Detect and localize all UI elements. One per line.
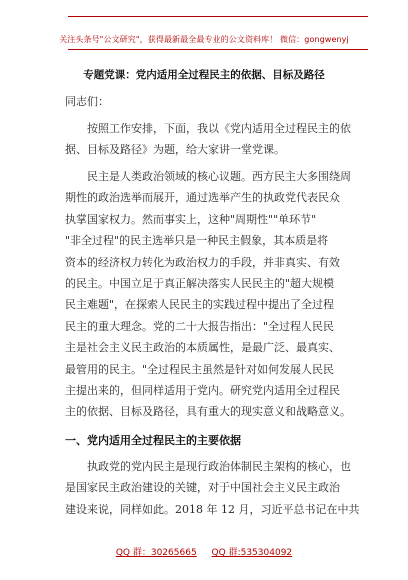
paragraph-line: 按照工作安排，下面，我以《党内适用全过程民主的依 <box>87 122 351 135</box>
paragraph-democracy <box>65 166 369 423</box>
paragraph-line: 民主难题"，在探索人民民主的实践过程中提出了全过程 <box>65 298 335 312</box>
qq-group-2: QQ 群:535304092 <box>211 548 293 558</box>
header-divider <box>68 49 368 50</box>
paragraph-party-democracy <box>65 456 369 520</box>
paragraph-line: 执掌国家权力。然而事实上，这种"周期性""单环节" <box>65 212 317 226</box>
paragraph-line: "非全过程"的民主选举只是一种民主假象，其本质是将 <box>65 234 329 248</box>
section-heading: 一、党内适用全过程民主的主要依据 <box>65 434 241 447</box>
top-divider <box>68 16 368 17</box>
paragraph-line: 主是社会主义民主政治的本质属性，是最广泛、最真实、 <box>65 341 340 355</box>
paragraph-line: 民主的重大理念。党的二十大报告指出："全过程人民民 <box>65 319 335 333</box>
paragraph-line: 建设来说，同样如此。2018 年 12 月，习近平总书记在中共 <box>65 502 360 516</box>
paragraph-line: 期性的政治选举而展开，通过选举产生的执政党代表民众 <box>65 191 340 205</box>
salutation: 同志们： <box>65 95 109 108</box>
paragraph-line: 执政党的党内民主是现行政治体制民主架构的核心，也 <box>87 460 351 473</box>
qq-group-1: QQ 群：30265665 <box>115 548 197 558</box>
paragraph-line: 最管用的民主。"全过程民主虽然是针对如何发展人民民 <box>65 362 335 376</box>
paragraph-line: 据、目标及路径》为题，给大家讲一堂党课。 <box>65 143 285 157</box>
paragraph-line: 主提出来的，但同样适用于党内。研究党内适用全过程民 <box>65 384 340 398</box>
paragraph-line: 主的依据、目标及路径，具有重大的现实意义和战略意义。 <box>65 405 351 419</box>
paragraph-line: 民主是人类政治领域的核心议题。西方民主大多围绕周 <box>87 170 351 183</box>
footer-contacts <box>0 545 408 558</box>
document-title: 专题党课：党内适用全过程民主的依据、目标及路径 <box>83 69 325 81</box>
paragraph-line: 的民主。中国立足于真正解决落实人民民主的"超大规模 <box>65 277 335 291</box>
paragraph-line: 资本的经济权力转化为政治权力的手段，并非真实、有效 <box>65 255 340 269</box>
paragraph-intro <box>65 118 369 161</box>
paragraph-line: 是国家民主政治建设的关键，对于中国社会主义民主政治 <box>65 481 340 495</box>
header-promo: 关注头条号"公文研究"，获得最新最全最专业的公文资料库！ 微信：gongwenyj <box>59 35 349 44</box>
